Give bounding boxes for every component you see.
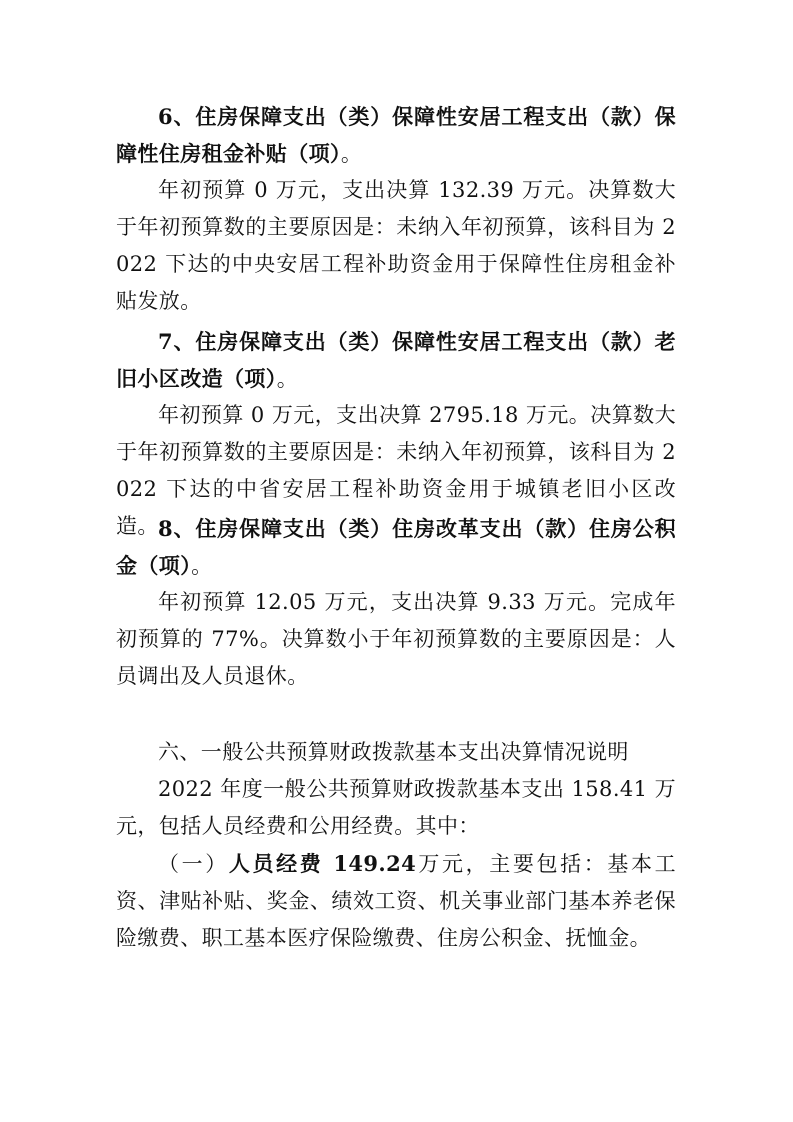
- heading-item-7: [116, 323, 676, 398]
- heading-item-6: [116, 98, 676, 173]
- heading-item-7-tail: 。: [276, 367, 299, 391]
- paragraph-personnel-costs: [116, 845, 676, 957]
- personnel-costs-prefix: （一）: [158, 852, 229, 876]
- heading-item-8-text: 8、住房保障支出（类）住房改革支出（款）住房公积金（项）: [116, 516, 676, 578]
- personnel-costs-label: 人员经费 149.24: [228, 851, 417, 876]
- heading-item-6-text: 6、住房保障支出（类）保障性安居工程支出（款）保障性住房租金补贴（项）: [116, 104, 676, 166]
- heading-item-6-tail: 。: [340, 142, 363, 166]
- paragraph-basic-expenditure: 2022 年度一般公共预算财政拨款基本支出 158.41 万元，包括人员经费和公用经费。其中：: [116, 777, 676, 838]
- paragraph-item-7: 年初预算 0 万元，支出决算 2795.18 万元。决算数大于年初预算数的主要原因是：未纳入年初预算，该科目为 2022 下达的中省安居工程补助资金用于城镇老旧小区改造。: [116, 403, 676, 538]
- paragraph-item-6: 年初预算 0 万元，支出决算 132.39 万元。决算数大于年初预算数的主要原因是：未纳入年初预算，该科目为 2022 下达的中央安居工程补助资金用于保障性住房租金补贴发放。: [116, 178, 676, 313]
- section-title-6: 六、一般公共预算财政拨款基本支出决算情况说明: [158, 740, 629, 764]
- heading-item-8-tail: 。: [191, 554, 213, 578]
- heading-item-8: [116, 510, 676, 585]
- paragraph-item-8: 年初预算 12.05 万元，支出决算 9.33 万元。完成年初预算的 77%。决算数小于年初预算数的主要原因是：人员调出及人员退休。: [116, 590, 676, 688]
- heading-item-7-text: 7、住房保障支出（类）保障性安居工程支出（款）老旧小区改造（项）: [116, 329, 676, 391]
- personnel-costs-detail: 万元，主要包括：基本工资、津贴补贴、奖金、绩效工资、机关事业部门基本养老保险缴费、职工基本医疗保险缴费、住房公积金、抚恤金。: [116, 852, 676, 950]
